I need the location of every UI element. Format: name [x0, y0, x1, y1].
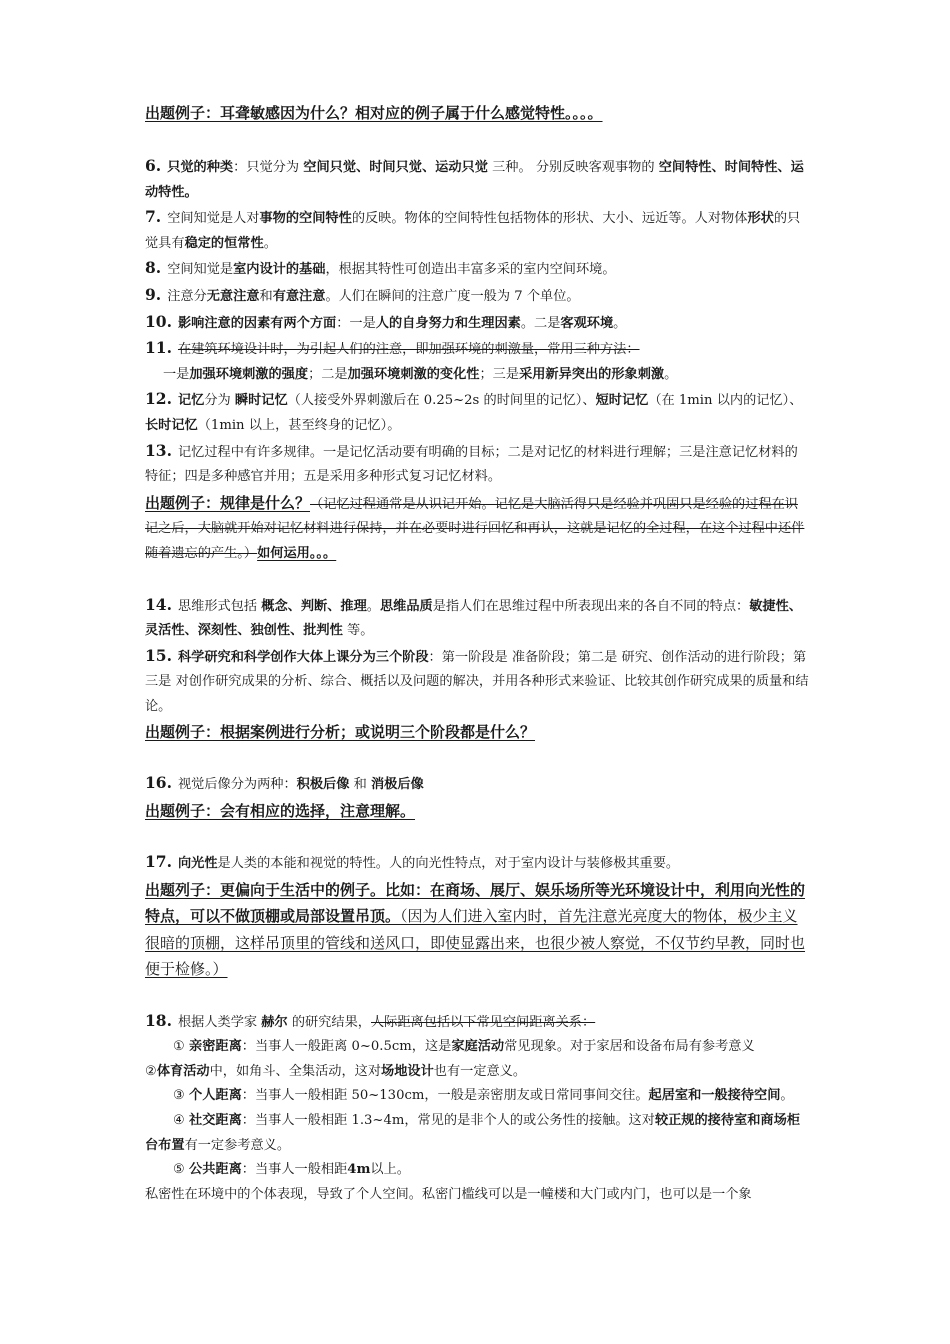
item-17: 17. 向光性是人类的本能和视觉的特性。人的向光性特点，对于室内设计与装修极其重要。 [145, 852, 680, 872]
item-7: 7. 空间知觉是人对事物的空间特性的反映。物体的空间特性包括物体的形状、大小、远近等。人对物体形状的只觉具有稳定的恒常性。 [145, 207, 801, 251]
distance-intimate: ① 亲密距离：当事人一般距离 0~0.5cm，这是家庭活动常见现象。对于家居和设备布局有参考意义 [173, 1039, 755, 1055]
exam-example-top: 出题例子：耳聋敏感因为什么？相对应的例子属于什么感觉特性。。。。 [145, 104, 603, 122]
item-14: 14. 思维形式包括 概念、判断、推理。思维品质是指人们在思维过程中所表现出来的各自不同的特点：敏捷性、灵活性、深刻性、独创性、批判性 等。 [145, 594, 802, 639]
item-6: 6. 只觉的种类：只觉分为 空间只觉、时间只觉、运动只觉 三种。 分别反映客观事物的 空间特性、时间特性、运动特性。 [145, 156, 804, 200]
exam-example-17: 出题列子：更偏向于生活中的例子。比如：在商场、展厅、娱乐场所等光环境设计中，利用向光性的特点，可以不做顶棚或局部设置吊顶。（因为人们进入室内时，首先注意光亮度大的物体，极少主义很暗的顶棚，这样吊顶里的管线和送风口，即使显露出来，也很少被人察觉，不仅节约早教，同时也便于检修。） [145, 880, 806, 979]
item-9: 9. 注意分无意注意和有意注意。人们在瞬间的注意广度一般为 7 个单位。 [145, 284, 580, 304]
exam-example-16: 出题例子：会有相应的选择，注意理解。 [145, 802, 416, 821]
distance-personal: ③ 个人距离：当事人一般相距 50~130cm，一般是亲密朋友或日常同事间交往。起居室和一般接待空间。 [173, 1088, 794, 1104]
distance-public: ⑤ 公共距离：当事人一般相距4m以上。 [173, 1162, 410, 1178]
distance-social: ④ 社交距离：当事人一般相距 1.3~4m，常见的是非个人的或公务性的接触。这对较正规的接待室和商场柜台布置有一定参考意义。 [145, 1113, 800, 1153]
item-16: 16. 视觉后像分为两种：积极后像 和 消极后像 [145, 773, 424, 793]
exam-example-13: 出题例子：规律是什么？（记忆过程通常是从识记开始。记忆是大脑活得只是经验并巩固只是经验的过程在识记之后，大脑就开始对记忆材料进行保持，并在必要时进行回忆和再认，这就是记忆的全过程，在这个过程中还伴随着遗忘的产生。）如何运用。。。 [145, 493, 805, 561]
item-15: 15. 科学研究和科学创作大体上课分为三个阶段：第一阶段是 准备阶段；第二是 研究、创作活动的进行阶段；第三是 对创作研究成果的分析、综合、概括以及问题的解决，并用各种形式来验证、比较其创作研究成果的质量和结论。 [145, 645, 809, 714]
item-13: 13. 记忆过程中有许多规律。一是记忆活动要有明确的目标；二是对记忆的材料进行理解；三是注意记忆材料的特征；四是多种感官并用；五是采用多种形式复习记忆材料。 [145, 440, 798, 485]
exam-example-15: 出题例子：根据案例进行分析；或说明三个阶段都是什么？ [145, 723, 536, 742]
privacy-paragraph: 私密性在环境中的个体表现，导致了个人空间。私密门槛线可以是一幢楼和大门或内门，也可以是一个象 [145, 1186, 752, 1202]
item-11: 11. 在建筑环境设计时，为引起人们的注意，即加强环境的刺激量，常用三种方法： [145, 338, 640, 358]
item-12: 12. 记忆分为 瞬时记忆（人接受外界刺激后在 0.25~2s 的时间里的记忆）、短时记忆（在 1min 以内的记忆）、长时记忆（1min 以上，甚至终身的记忆）。 [145, 389, 803, 433]
item-8: 8. 空间知觉是室内设计的基础，根据其特性可创造出丰富多采的室内空间环境。 [145, 258, 616, 278]
item-18: 18. 根据人类学家 赫尔 的研究结果，人际距离包括以下常见空间距离关系： [145, 1010, 596, 1030]
document-page [145, 100, 810, 1207]
distance-sports: ②体育活动中，如角斗、全集活动，这对场地设计也有一定意义。 [145, 1063, 527, 1079]
item-11-methods: 一是加强环境刺激的强度；二是加强环境刺激的变化性；三是采用新异突出的形象刺激。 [163, 366, 678, 382]
item-10: 10. 影响注意的因素有两个方面：一是人的自身努力和生理因素。二是客观环境。 [145, 311, 627, 331]
